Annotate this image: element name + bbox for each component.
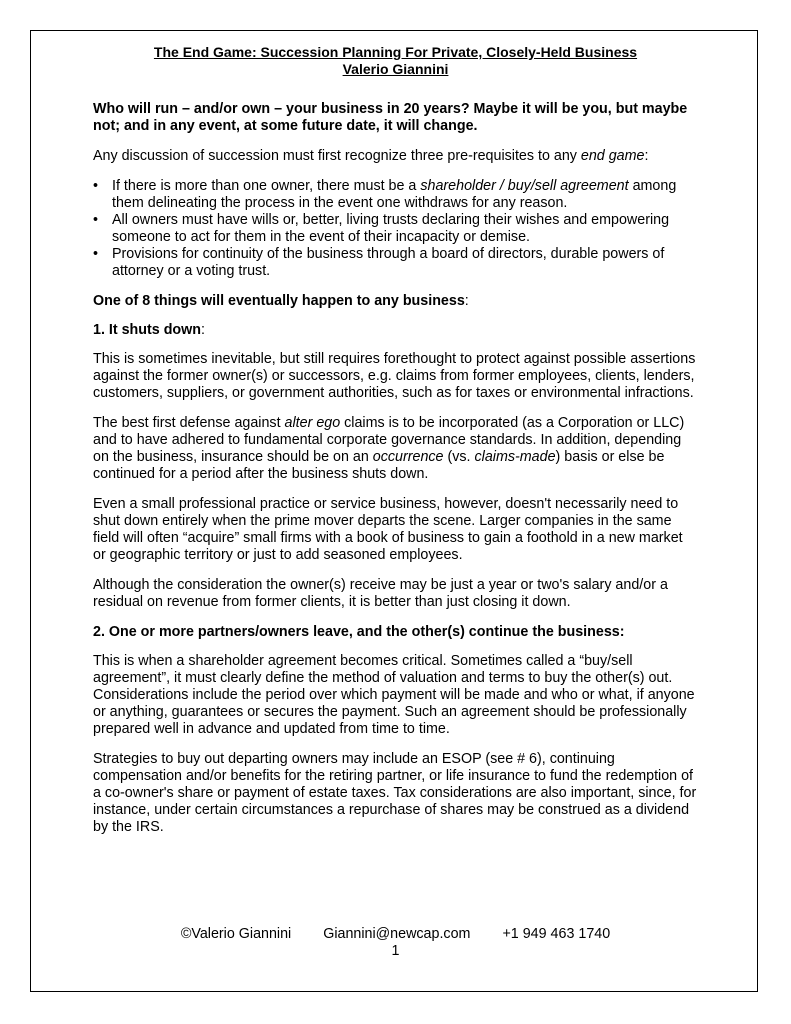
document-header	[93, 44, 698, 78]
lead-question: Who will run – and/or own – your business in 20 years? Maybe it will be you, but maybe not; and in any event, at some future date, it will change.	[93, 101, 688, 134]
list-item: • Provisions for continuity of the business through a board of directors, durable powers of attorney or a voting trust.	[112, 246, 698, 280]
section-1-paragraph-2: The best first defense against alter ego claims is to be incorporated (as a Corporation or LLC) and to have adhered to fundamental corporate governance standards. In addition, depending on the business, insurance should be on an occurrence (vs. claims-made) basis or else be continued for a period after the business shuts down.	[93, 415, 685, 482]
page-number: 1	[391, 943, 400, 959]
list-item: • If there is more than one owner, there must be a shareholder / buy/sell agreement among them delineating the process in the event one withdraws for any reason.	[112, 178, 698, 212]
document-title: The End Game: Succession Planning For Private, Closely-Held Business	[153, 44, 638, 60]
section-1-paragraph-3: Even a small professional practice or service business, however, doesn't necessarily need to shut down entirely when the prime mover departs the scene. Larger companies in the same field will often “acquire” small firms with a book of business to gain a foothold in a new market or geographic territory or just to add seasoned employees.	[93, 496, 683, 563]
section-1-heading: 1. It shuts down:	[93, 322, 206, 338]
document-body	[93, 44, 698, 849]
section-2-paragraph-1: This is when a shareholder agreement becomes critical. Sometimes called a “buy/sell agreement”, it must clearly define the method of valuation and terms to buy the other(s) out. Considerations include the period over which payment will be made and who or what, if anyone or anything, guarantees or secures the payment. Such an agreement should be professionally prepared well in advance and updated from time to time.	[93, 653, 695, 737]
intro-paragraph: Any discussion of succession must first recognize three pre-requisites to any end game:	[93, 148, 649, 164]
list-item: • All owners must have wills or, better, living trusts declaring their wishes and empowering someone to act for them in the event of their incapacity or demise.	[112, 212, 698, 246]
footer-email[interactable]: Giannini@newcap.com	[323, 926, 471, 942]
prerequisites-list	[93, 178, 698, 280]
section-2-paragraph-2: Strategies to buy out departing owners may include an ESOP (see # 6), continuing compensation and/or benefits for the retiring partner, or life insurance to fund the redemption of a co-owner's share or payment of estate taxes. Tax considerations are also important, since, for instance, under certain circumstances a repurchase of shares may be construed as a dividend by the IRS.	[93, 751, 697, 835]
things-heading: One of 8 things will eventually happen to any business:	[93, 293, 469, 309]
footer-phone: +1 949 463 1740	[502, 926, 611, 942]
footer-copyright: ©Valerio Giannini	[180, 926, 292, 942]
intro-emphasis: end game	[580, 148, 645, 164]
section-2-heading: 2. One or more partners/owners leave, and the other(s) continue the business:	[93, 624, 625, 640]
document-author: Valerio Giannini	[342, 61, 449, 77]
section-1-paragraph-1: This is sometimes inevitable, but still requires forethought to protect against possible assertions against the former owner(s) or successors, e.g. claims from former employees, clients, lenders, customers, suppliers, or government authorities, such as for taxes or environmental infractions.	[93, 351, 696, 401]
section-1-paragraph-4: Although the consideration the owner(s) receive may be just a year or two's salary and/or a residual on revenue from former clients, it is better than just closing it down.	[93, 577, 668, 610]
footer-contact	[0, 926, 791, 943]
page-footer	[0, 926, 791, 960]
